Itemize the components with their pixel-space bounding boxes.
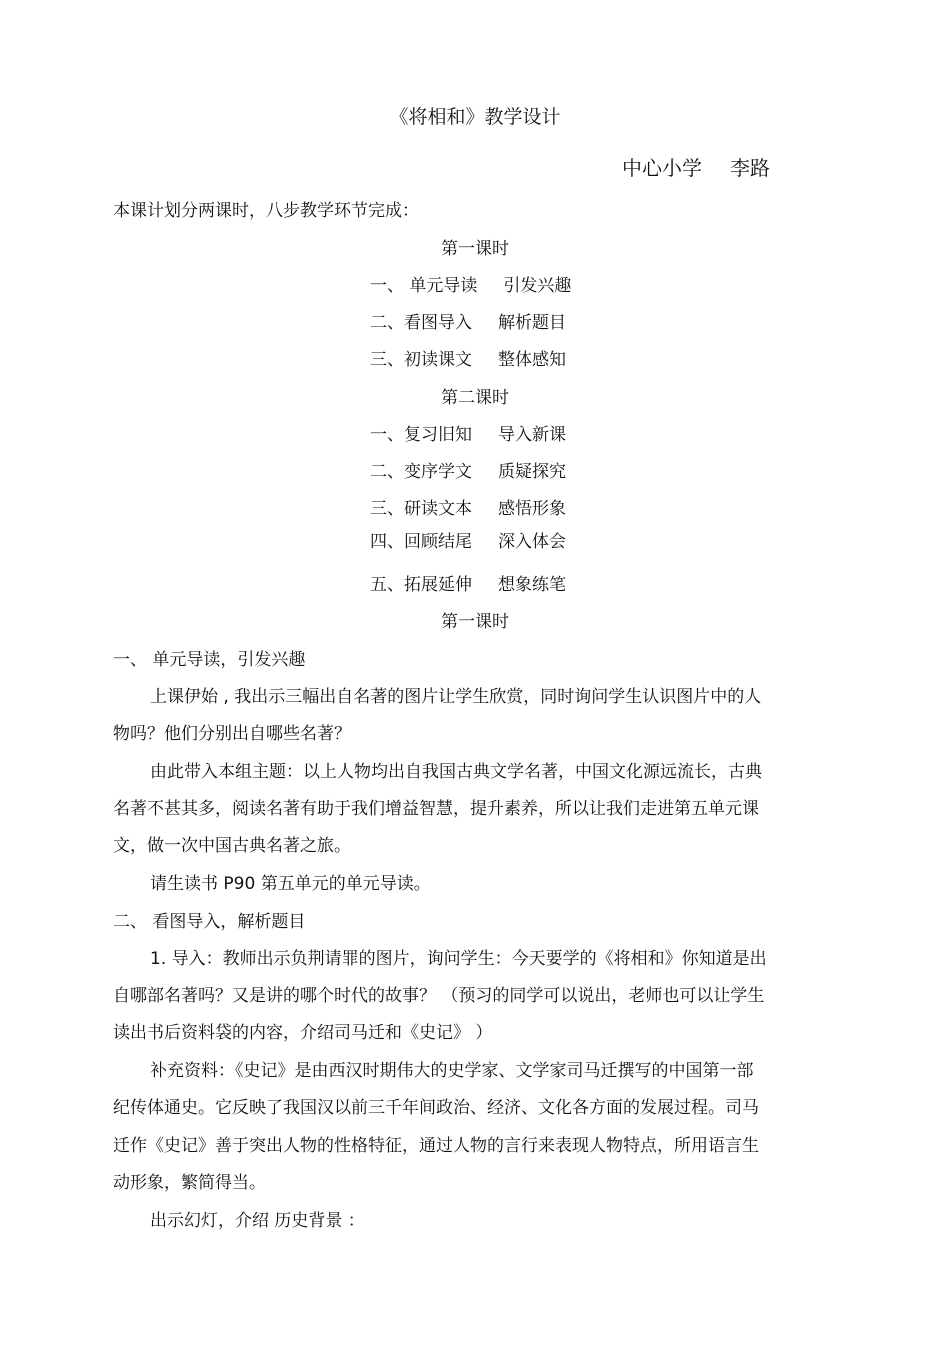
paragraph-line: 出示幻灯，介绍 历史背景 ： xyxy=(150,1211,365,1231)
paragraph-line: 1. 导入：教师出示负荆请罪的图片，询问学生：今天要学的《将相和》你知道是出 xyxy=(150,949,767,969)
section2-heading: 二、 看图导入，解析题目 xyxy=(113,912,306,932)
lesson1-step: 一、 单元导读 引发兴趣 xyxy=(370,276,572,296)
lesson2-step: 一、复习旧知 导入新课 xyxy=(370,425,566,445)
lesson1-step: 三、初读课文 整体感知 xyxy=(370,350,566,370)
paragraph-line: 请生读书 P90 第五单元的单元导读。 xyxy=(150,874,431,894)
paragraph-line: 文，做一次中国古典名著之旅。 xyxy=(113,836,351,856)
paragraph-line: 读出书后资料袋的内容，介绍司马迁和《史记》 ） xyxy=(113,1023,493,1043)
lesson2-step: 四、回顾结尾 深入体会 xyxy=(370,532,566,552)
lesson2-heading: 第二课时 xyxy=(441,388,509,408)
lesson1-step: 二、看图导入 解析题目 xyxy=(370,313,566,333)
paragraph-line: 纪传体通史。它反映了我国汉以前三千年间政治、经济、文化各方面的发展过程。司马 xyxy=(113,1098,759,1118)
lesson2-step: 二、变序学文 质疑探究 xyxy=(370,462,566,482)
intro-text: 本课计划分两课时，八步教学环节完成： xyxy=(113,201,419,221)
paragraph-line: 补充资料：《史记》是由西汉时期伟大的史学家、文学家司马迁撰写的中国第一部 xyxy=(150,1061,754,1081)
paragraph-line: 物吗？他们分别出自哪些名著？ xyxy=(113,724,351,744)
paragraph-line: 由此带入本组主题：以上人物均出自我国古典文学名著，中国文化源远流长，古典 xyxy=(150,762,762,782)
paragraph-line: 自哪部名著吗？又是讲的哪个时代的故事？ （预习的同学可以说出，老师也可以让学生 xyxy=(113,986,765,1006)
paragraph-line: 动形象，繁简得当。 xyxy=(113,1173,266,1193)
lesson1-heading: 第一课时 xyxy=(441,239,509,259)
lesson2-step: 五、拓展延伸 想象练笔 xyxy=(370,575,566,595)
paragraph-line: 上课伊始 , 我出示三幅出自名著的图片让学生欣赏，同时询问学生认识图片中的人 xyxy=(150,687,762,707)
author-name: 李路 xyxy=(730,156,770,180)
paragraph-line: 名著不甚其多，阅读名著有助于我们增益智慧，提升素养，所以让我们走进第五单元课 xyxy=(113,799,759,819)
lesson1-heading-again: 第一课时 xyxy=(441,612,509,632)
author-school: 中心小学 xyxy=(622,156,702,180)
lesson2-step: 三、研读文本 感悟形象 xyxy=(370,499,566,519)
section1-heading: 一、 单元导读，引发兴趣 xyxy=(113,650,306,670)
paragraph-line: 迁作《史记》善于突出人物的性格特征，通过人物的言行来表现人物特点，所用语言生 xyxy=(113,1136,759,1156)
document-title: 《将相和》教学设计 xyxy=(389,106,561,128)
author-line xyxy=(622,158,770,178)
